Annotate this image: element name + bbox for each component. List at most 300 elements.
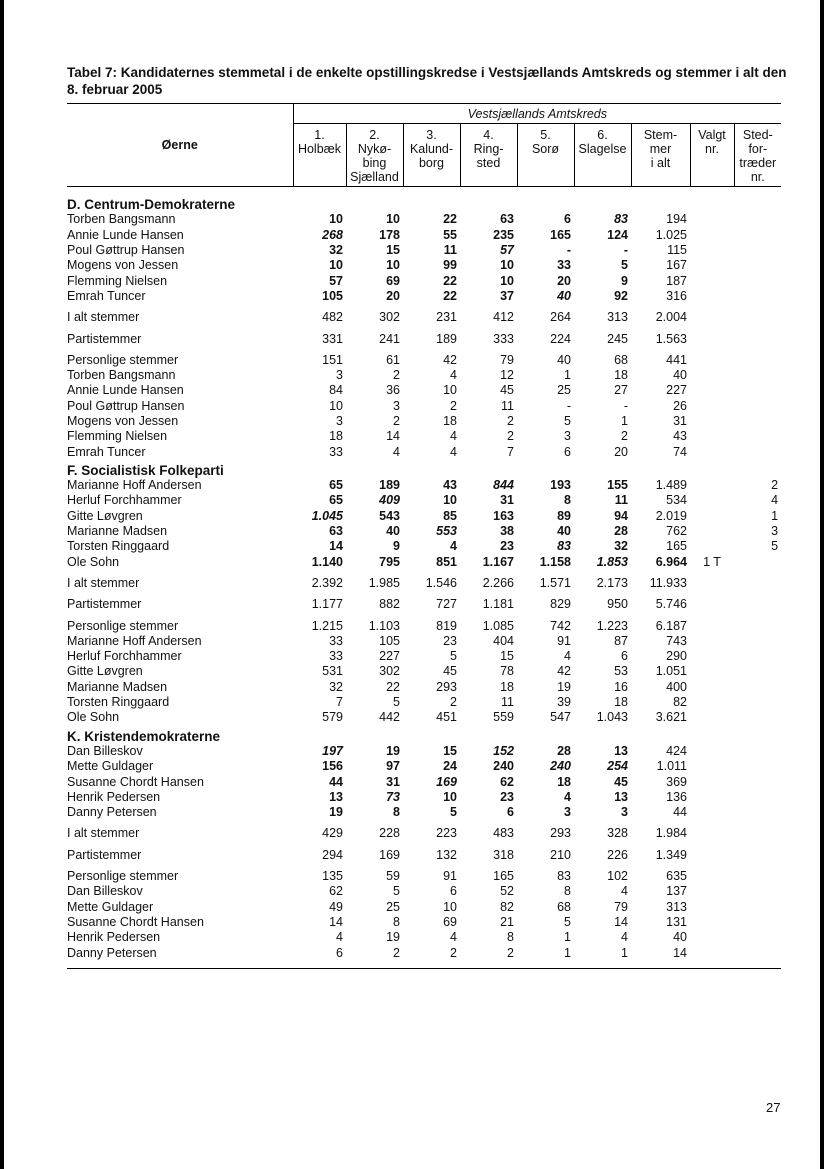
value-cell: 197 <box>322 743 343 758</box>
value-cell: 240 <box>550 759 571 774</box>
value-cell: 19 <box>386 743 400 758</box>
column-header <box>346 124 403 187</box>
table-body <box>67 187 781 961</box>
value-cell: 23 <box>500 789 514 804</box>
column-header-line: Stem- <box>643 128 678 142</box>
value-cell <box>734 863 781 884</box>
column-header-line: Sted- <box>742 128 773 142</box>
value-cell: 19 <box>557 679 571 694</box>
row-label: Mogens von Jessen <box>67 258 179 273</box>
column-header-line <box>518 170 574 184</box>
value-cell: 531 <box>322 664 343 679</box>
table-row <box>67 289 781 304</box>
value-cell <box>734 649 781 664</box>
value-cell: 14 <box>386 429 400 444</box>
value-cell: 294 <box>322 847 343 862</box>
value-cell: 11 <box>614 493 628 508</box>
value-cell: 3 <box>564 805 571 820</box>
value-cell <box>734 325 781 346</box>
value-cell: 2 <box>507 429 514 444</box>
table-row <box>67 820 781 841</box>
value-cell <box>734 429 781 444</box>
value-cell: 187 <box>666 273 687 288</box>
value-cell: 429 <box>322 826 343 841</box>
value-cell: 25 <box>386 899 400 914</box>
row-label: Personlige stemmer <box>67 618 179 633</box>
value-cell <box>690 258 734 273</box>
column-header-line: Sjælland <box>350 170 399 184</box>
table-bottom-rule <box>67 968 781 969</box>
value-cell: 1 <box>564 930 571 945</box>
value-cell: 65 <box>329 493 343 508</box>
row-label: I alt stemmer <box>67 575 140 590</box>
value-cell: 99 <box>443 258 457 273</box>
value-cell: 10 <box>329 398 343 413</box>
value-cell: 105 <box>322 288 343 303</box>
value-cell: 4 <box>621 884 628 899</box>
value-cell <box>690 863 734 884</box>
value-cell: 14 <box>614 914 628 929</box>
value-cell: 1.985 <box>368 575 400 590</box>
value-cell <box>690 414 734 429</box>
table-row <box>67 744 781 759</box>
value-cell: 235 <box>493 227 514 242</box>
value-cell: 31 <box>673 414 687 428</box>
value-cell: 5 <box>393 695 400 710</box>
value-cell: 2 <box>621 429 628 444</box>
value-cell: 165 <box>550 227 571 242</box>
value-cell: 1.349 <box>655 847 687 862</box>
value-cell: 40 <box>557 524 571 539</box>
table-row <box>67 368 781 383</box>
value-cell <box>690 570 734 591</box>
value-cell: 1 <box>621 945 628 960</box>
value-cell: 136 <box>666 789 687 804</box>
value-cell: 22 <box>443 273 457 288</box>
value-cell: 10 <box>329 212 343 227</box>
row-label: Emrah Tuncer <box>67 288 146 303</box>
value-cell: 18 <box>557 774 571 789</box>
value-cell: 2 <box>450 398 457 413</box>
value-cell <box>734 368 781 383</box>
value-cell <box>734 634 781 649</box>
value-cell: 91 <box>443 869 457 884</box>
value-cell: 12 <box>500 368 514 383</box>
value-cell: 156 <box>322 759 343 774</box>
table-row <box>67 347 781 368</box>
value-cell: 31 <box>500 493 514 508</box>
value-cell: 1.045 <box>311 508 343 523</box>
value-cell: 42 <box>443 352 457 367</box>
value-cell: 57 <box>500 243 514 258</box>
value-cell: 795 <box>379 554 400 569</box>
value-cell: 2.173 <box>596 575 628 590</box>
value-cell: 1.571 <box>539 575 571 590</box>
value-cell: 8 <box>393 805 400 820</box>
value-cell: 10 <box>329 258 343 273</box>
value-cell: 22 <box>443 212 457 227</box>
value-cell: 227 <box>666 383 687 398</box>
table-row <box>67 930 781 945</box>
row-label: Personlige stemmer <box>67 869 179 884</box>
value-cell: 83 <box>614 212 628 227</box>
column-header-line <box>294 156 346 170</box>
table-row <box>67 429 781 444</box>
column-header-line <box>518 156 574 170</box>
column-header-line: 2. <box>369 128 380 142</box>
value-cell: 8 <box>564 884 571 899</box>
value-cell: 400 <box>666 679 687 694</box>
value-cell <box>734 399 781 414</box>
value-cell: 7 <box>336 695 343 710</box>
value-cell: 10 <box>386 258 400 273</box>
value-cell: 1.085 <box>482 618 514 633</box>
value-cell <box>690 774 734 789</box>
value-cell: 10 <box>443 899 457 914</box>
value-cell: 91 <box>557 633 571 648</box>
value-cell <box>734 790 781 805</box>
value-cell: 245 <box>607 331 628 346</box>
value-cell: 124 <box>607 227 628 242</box>
value-cell <box>734 570 781 591</box>
value-cell: 45 <box>443 664 457 679</box>
value-cell <box>734 899 781 914</box>
row-label: Herluf Forchhammer <box>67 649 182 664</box>
value-cell <box>690 634 734 649</box>
column-header-line: 6. <box>597 128 608 142</box>
value-cell: 302 <box>379 664 400 679</box>
value-cell: 231 <box>436 310 457 325</box>
column-header <box>517 124 574 187</box>
value-cell: 69 <box>443 914 457 929</box>
value-cell: 189 <box>379 478 400 493</box>
value-cell: 268 <box>322 227 343 242</box>
value-cell: 42 <box>557 664 571 679</box>
value-cell: 2 <box>507 945 514 960</box>
value-cell: 68 <box>614 352 628 367</box>
table-row <box>67 399 781 414</box>
value-cell: 69 <box>386 273 400 288</box>
value-cell: 28 <box>557 743 571 758</box>
value-cell <box>734 414 781 429</box>
value-cell: 1.043 <box>596 710 628 725</box>
value-cell: 18 <box>614 695 628 710</box>
value-cell: 32 <box>614 539 628 554</box>
row-label: Torsten Ringgaard <box>67 695 170 710</box>
value-cell: 4 <box>771 493 779 508</box>
value-cell: 1.546 <box>425 575 457 590</box>
value-cell: 1.103 <box>368 618 400 633</box>
row-label: Susanne Chordt Hansen <box>67 914 204 929</box>
value-cell: 23 <box>443 633 457 648</box>
value-cell: 165 <box>493 869 514 884</box>
value-cell: 11 <box>501 398 514 413</box>
value-cell: - <box>566 398 571 413</box>
row-label: Gitte Løvgren <box>67 508 143 523</box>
value-cell: 53 <box>614 664 628 679</box>
value-cell: 5 <box>564 914 571 929</box>
table-row <box>67 414 781 429</box>
row-label: Torsten Ringgaard <box>67 539 170 554</box>
value-cell: 14 <box>673 945 687 960</box>
value-cell: 78 <box>500 664 514 679</box>
value-cell: 2 <box>450 695 457 710</box>
row-label: Dan Billeskov <box>67 884 143 899</box>
value-cell <box>690 591 734 612</box>
value-cell <box>690 884 734 899</box>
party-name: F. Socialistisk Folkeparti <box>67 462 224 478</box>
value-cell: 97 <box>386 759 400 774</box>
column-header-line <box>691 170 734 184</box>
value-cell: 2 <box>393 414 400 428</box>
row-label: I alt stemmer <box>67 310 140 325</box>
value-cell <box>690 945 734 960</box>
row-label: Partistemmer <box>67 331 142 346</box>
value-cell <box>734 884 781 899</box>
value-cell: 31 <box>386 774 400 789</box>
column-header <box>690 124 734 187</box>
row-label: I alt stemmer <box>67 826 140 841</box>
value-cell: 14 <box>329 914 343 929</box>
value-cell: 178 <box>379 227 400 242</box>
value-cell: 1.167 <box>482 554 514 569</box>
column-header-line: Valgt <box>698 128 726 142</box>
value-cell: 210 <box>550 847 571 862</box>
value-cell: 10 <box>443 493 457 508</box>
value-cell <box>734 444 781 459</box>
value-cell: 1 T <box>703 554 721 569</box>
value-cell: 6 <box>507 805 514 820</box>
column-header-line <box>632 170 690 184</box>
value-cell <box>690 915 734 930</box>
table-row <box>67 273 781 288</box>
value-cell: 38 <box>500 524 514 539</box>
value-cell: 742 <box>550 618 571 633</box>
column-header-line: nr. <box>750 170 765 184</box>
value-cell: 19 <box>329 805 343 820</box>
value-cell: 1.177 <box>311 597 343 612</box>
column-header-line: 5. <box>540 128 551 142</box>
value-cell <box>734 304 781 325</box>
value-cell <box>690 304 734 325</box>
value-cell: 43 <box>443 478 457 493</box>
value-cell: 15 <box>386 243 400 258</box>
table-row <box>67 759 781 774</box>
value-cell: 240 <box>493 759 514 774</box>
value-cell: 37 <box>500 288 514 303</box>
value-cell: 14 <box>329 539 343 554</box>
value-cell: 32 <box>329 679 343 694</box>
value-cell: 11 <box>501 695 514 710</box>
value-cell: 55 <box>443 227 457 242</box>
value-cell <box>690 710 734 725</box>
column-header-line <box>294 170 346 184</box>
value-cell <box>690 649 734 664</box>
value-cell: 36 <box>386 383 400 398</box>
value-cell: 83 <box>557 869 571 884</box>
value-cell <box>690 805 734 820</box>
value-cell: 10 <box>500 258 514 273</box>
value-cell <box>734 555 781 570</box>
value-cell: 2 <box>771 478 779 493</box>
value-cell <box>734 612 781 633</box>
value-cell: 44 <box>673 805 687 820</box>
table-row <box>67 570 781 591</box>
table-row <box>67 634 781 649</box>
column-header-line <box>575 156 631 170</box>
value-cell: 193 <box>550 478 571 493</box>
value-cell: 226 <box>607 847 628 862</box>
value-cell: 224 <box>550 331 571 346</box>
value-cell: 4 <box>564 789 571 804</box>
value-cell: 4 <box>621 930 628 945</box>
value-cell: 579 <box>322 710 343 725</box>
table-row <box>67 710 781 725</box>
value-cell: 442 <box>379 710 400 725</box>
value-cell: 20 <box>557 273 571 288</box>
value-cell: 409 <box>379 493 400 508</box>
table-row <box>67 539 781 554</box>
value-cell: 328 <box>607 826 628 841</box>
value-cell: 5 <box>621 258 628 273</box>
value-cell: 8 <box>393 914 400 929</box>
row-label: Personlige stemmer <box>67 352 179 367</box>
column-header-line: for- <box>748 142 768 156</box>
table-row <box>67 945 781 960</box>
value-cell: 2.019 <box>655 508 687 523</box>
value-cell: - <box>623 243 628 258</box>
group-header: Vestsjællands Amtskreds <box>293 104 781 124</box>
value-cell: 163 <box>493 508 514 523</box>
value-cell: 2.266 <box>482 575 514 590</box>
value-cell: 333 <box>493 331 514 346</box>
value-cell <box>690 289 734 304</box>
row-label: Ole Sohn <box>67 710 120 725</box>
value-cell: 2 <box>393 368 400 383</box>
value-cell: 8 <box>507 930 514 945</box>
value-cell: 4 <box>450 368 457 383</box>
value-cell: 293 <box>550 826 571 841</box>
value-cell: 102 <box>607 869 628 884</box>
value-cell: 19 <box>386 930 400 945</box>
value-cell: 59 <box>386 869 400 884</box>
value-cell: 33 <box>329 633 343 648</box>
row-label: Ole Sohn <box>67 554 120 569</box>
column-header-line: 1. <box>314 128 325 142</box>
value-cell: 169 <box>436 774 457 789</box>
value-cell: 3 <box>336 368 343 383</box>
value-cell: 6 <box>621 649 628 664</box>
value-cell: 6.187 <box>655 618 687 633</box>
party-heading-row <box>67 726 781 744</box>
row-label: Marianne Madsen <box>67 524 168 539</box>
value-cell: 32 <box>329 243 343 258</box>
value-cell: 8 <box>564 493 571 508</box>
row-label: Flemming Nielsen <box>67 273 168 288</box>
value-cell: 63 <box>500 212 514 227</box>
value-cell: 63 <box>329 524 343 539</box>
row-label: Danny Petersen <box>67 945 157 960</box>
value-cell: 18 <box>443 414 457 428</box>
value-cell: 412 <box>493 310 514 325</box>
value-cell: 829 <box>550 597 571 612</box>
value-cell: 1 <box>621 414 628 428</box>
value-cell: 743 <box>666 633 687 648</box>
value-cell: 85 <box>443 508 457 523</box>
value-cell: 3 <box>564 429 571 444</box>
value-cell: 1.140 <box>311 554 343 569</box>
value-cell: 2.004 <box>655 310 687 325</box>
value-cell: 40 <box>673 368 687 383</box>
value-cell: 1.051 <box>655 664 687 679</box>
table-row <box>67 649 781 664</box>
row-label: Susanne Chordt Hansen <box>67 774 204 789</box>
value-cell <box>734 759 781 774</box>
value-cell: 6.964 <box>655 554 687 569</box>
value-cell: 62 <box>500 774 514 789</box>
column-header-line: Slagelse <box>578 142 627 156</box>
value-cell: 189 <box>436 331 457 346</box>
value-cell <box>690 899 734 914</box>
value-cell: 6 <box>450 884 457 899</box>
value-cell: 6 <box>564 212 571 227</box>
value-cell: 13 <box>614 743 628 758</box>
value-cell: 74 <box>673 444 687 459</box>
value-cell: - <box>566 243 571 258</box>
value-cell: 290 <box>666 649 687 664</box>
column-header-line: Sorø <box>531 142 560 156</box>
column-header-line: bing <box>362 156 387 170</box>
value-cell: 25 <box>557 383 571 398</box>
value-cell: 151 <box>322 352 343 367</box>
value-cell: 543 <box>379 508 400 523</box>
value-cell: 254 <box>607 759 628 774</box>
value-cell: 547 <box>550 710 571 725</box>
value-cell: 1.181 <box>482 597 514 612</box>
value-cell: 9 <box>393 539 400 554</box>
value-cell: 727 <box>436 597 457 612</box>
results-table <box>67 103 781 969</box>
table-row <box>67 212 781 227</box>
value-cell: 15 <box>500 649 514 664</box>
value-cell: 7 <box>507 444 514 459</box>
value-cell: 451 <box>436 710 457 725</box>
value-cell <box>690 509 734 524</box>
value-cell: 762 <box>666 524 687 539</box>
row-label: Danny Petersen <box>67 805 157 820</box>
value-cell <box>734 930 781 945</box>
row-label: Emrah Tuncer <box>67 444 146 459</box>
value-cell: 79 <box>614 899 628 914</box>
value-cell: 137 <box>666 884 687 899</box>
value-cell <box>690 273 734 288</box>
table-row <box>67 915 781 930</box>
value-cell: 169 <box>379 847 400 862</box>
value-cell <box>734 383 781 398</box>
column-header <box>403 124 460 187</box>
value-cell: 22 <box>443 288 457 303</box>
value-cell <box>690 744 734 759</box>
value-cell: 131 <box>666 914 687 929</box>
value-cell <box>734 591 781 612</box>
party-heading-row <box>67 187 781 213</box>
value-cell <box>734 289 781 304</box>
value-cell: 1 <box>564 368 571 383</box>
value-cell <box>690 664 734 679</box>
value-cell <box>690 820 734 841</box>
value-cell: 293 <box>436 679 457 694</box>
value-cell: 73 <box>386 789 400 804</box>
